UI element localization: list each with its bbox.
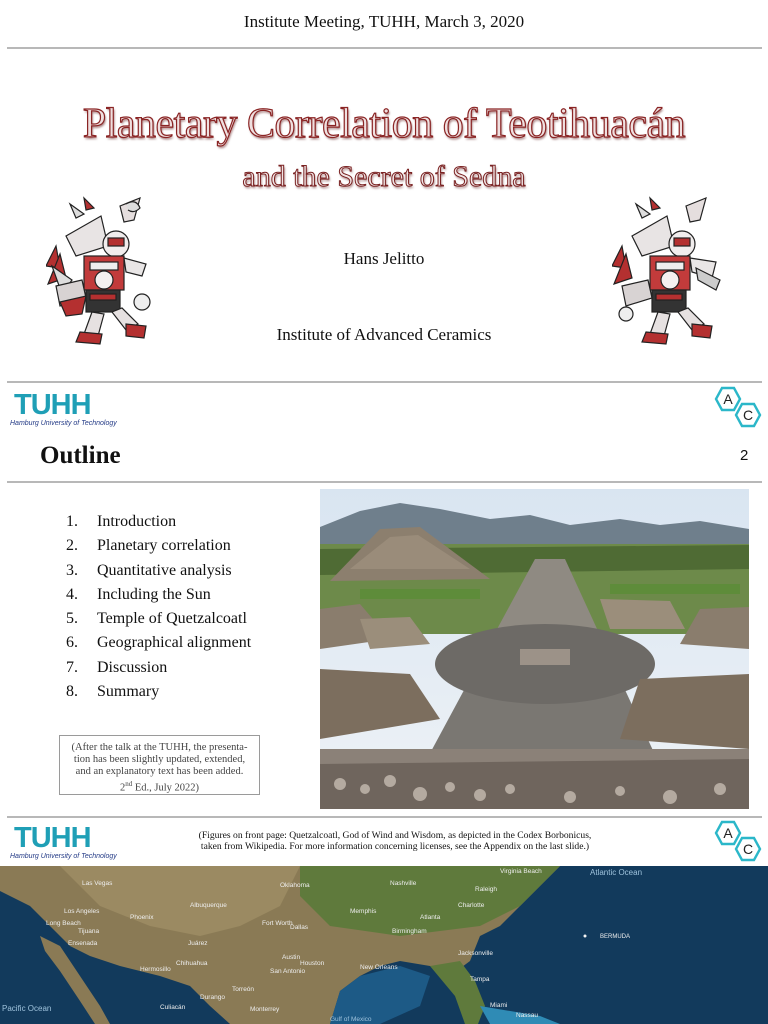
tuhh-logo-subtitle: Hamburg University of Technology	[10, 853, 117, 860]
satellite-map	[0, 866, 768, 1024]
map-label: Tijuana	[78, 928, 100, 935]
map-label: Nassau	[516, 1012, 539, 1019]
map-label: Memphis	[350, 908, 377, 915]
map-label: Virginia Beach	[500, 868, 542, 875]
map-label: San Antonio	[270, 968, 306, 975]
map-label: Ensenada	[68, 940, 98, 947]
institute-name: Institute of Advanced Ceramics	[276, 325, 492, 344]
tuhh-logo	[10, 389, 117, 427]
map-label: Dallas	[290, 924, 309, 931]
ac-logo-icon	[704, 820, 762, 869]
map-label: Phoenix	[130, 914, 154, 921]
map-label: Los Angeles	[64, 908, 100, 915]
presentation-subtitle: and the Secret of Sedna	[242, 160, 526, 193]
outline-item: 5. Temple of Quetzalcoatl	[66, 610, 247, 628]
map-label: Albuquerque	[190, 902, 227, 909]
meeting-header: Institute Meeting, TUHH, March 3, 2020	[243, 12, 525, 31]
map-label: Oklahoma	[280, 882, 310, 889]
outline-item: 3. Quantitative analysis	[66, 561, 232, 579]
ac-logo-letter-a: A	[723, 391, 733, 407]
map-label: Austin	[282, 954, 301, 961]
tuhh-logo-word: TUHH	[14, 389, 91, 421]
map-label: Culiacán	[160, 1004, 186, 1011]
map-label: Torreón	[232, 986, 255, 993]
author-name: Hans Jelitto	[343, 249, 425, 268]
figure-credit-footnote: (Figures on front page: Quetzalcoatl, God of Wind and Wisdom, as depicted in the Codex Borbonicus, taken from Wikipedia. For more information concerning licenses, see the Appendix on the last slide.)	[198, 830, 592, 852]
map-label: Pacific Ocean	[2, 1004, 52, 1013]
ac-logo-icon	[704, 386, 762, 435]
map-label: Fort Worth	[262, 920, 293, 927]
outline-list	[66, 510, 251, 704]
map-label: Tampa	[470, 976, 490, 983]
tuhh-logo	[10, 822, 117, 860]
outline-item: 6. Geographical alignment	[66, 634, 252, 652]
map-label: Houston	[300, 960, 325, 967]
map-label: Long Beach	[46, 920, 81, 927]
teotihuacan-photo	[320, 489, 749, 809]
ac-logo-letter-c: C	[742, 841, 754, 857]
map-label: Chihuahua	[176, 960, 208, 967]
outline-title: Outline	[40, 442, 121, 469]
map-label: BERMUDA	[600, 934, 631, 940]
outline-item: 8. Summary	[66, 683, 160, 701]
map-label: Miami	[490, 1002, 508, 1009]
map-label: Nashville	[390, 880, 417, 887]
map-label: Charlotte	[458, 902, 485, 909]
map-label: New Orleans	[360, 964, 398, 971]
map-label: Atlanta	[420, 914, 441, 921]
page-number: 2	[740, 447, 749, 464]
outline-item: 1. Introduction	[66, 513, 177, 530]
edition-note: (After the talk at the TUHH, the presenta- tion has been slightly updated, extended, and an explanatory text has been added. 2nd Ed., July 2022)	[59, 735, 260, 795]
ac-logo-letter-a: A	[723, 825, 733, 841]
map-label: Raleigh	[475, 886, 498, 893]
presentation-title: Planetary Correlation of Teotihuacán	[82, 101, 686, 147]
map-label: Las Vegas	[82, 880, 113, 887]
map-label: Hermosillo	[140, 966, 171, 973]
slide2-bottom-divider	[7, 816, 762, 818]
header-divider	[7, 47, 762, 49]
map-label: Durango	[200, 994, 225, 1001]
tuhh-logo-word: TUHH	[14, 822, 91, 854]
map-label: Jacksonville	[458, 950, 494, 957]
map-label: Atlantic Ocean	[590, 868, 643, 877]
map-label: Gulf of Mexico	[330, 1016, 372, 1023]
ac-logo-letter-c: C	[742, 407, 754, 423]
slide1-bottom-divider	[7, 381, 762, 383]
map-label: Birmingham	[392, 928, 427, 935]
map-label: Monterrey	[250, 1006, 280, 1013]
outline-divider	[7, 481, 762, 483]
outline-item: 7. Discussion	[66, 658, 168, 676]
outline-item: 2. Planetary correlation	[66, 537, 231, 555]
outline-item: 4. Including the Sun	[66, 585, 211, 603]
tuhh-logo-subtitle: Hamburg University of Technology	[10, 420, 117, 427]
map-label: Juárez	[188, 940, 208, 947]
